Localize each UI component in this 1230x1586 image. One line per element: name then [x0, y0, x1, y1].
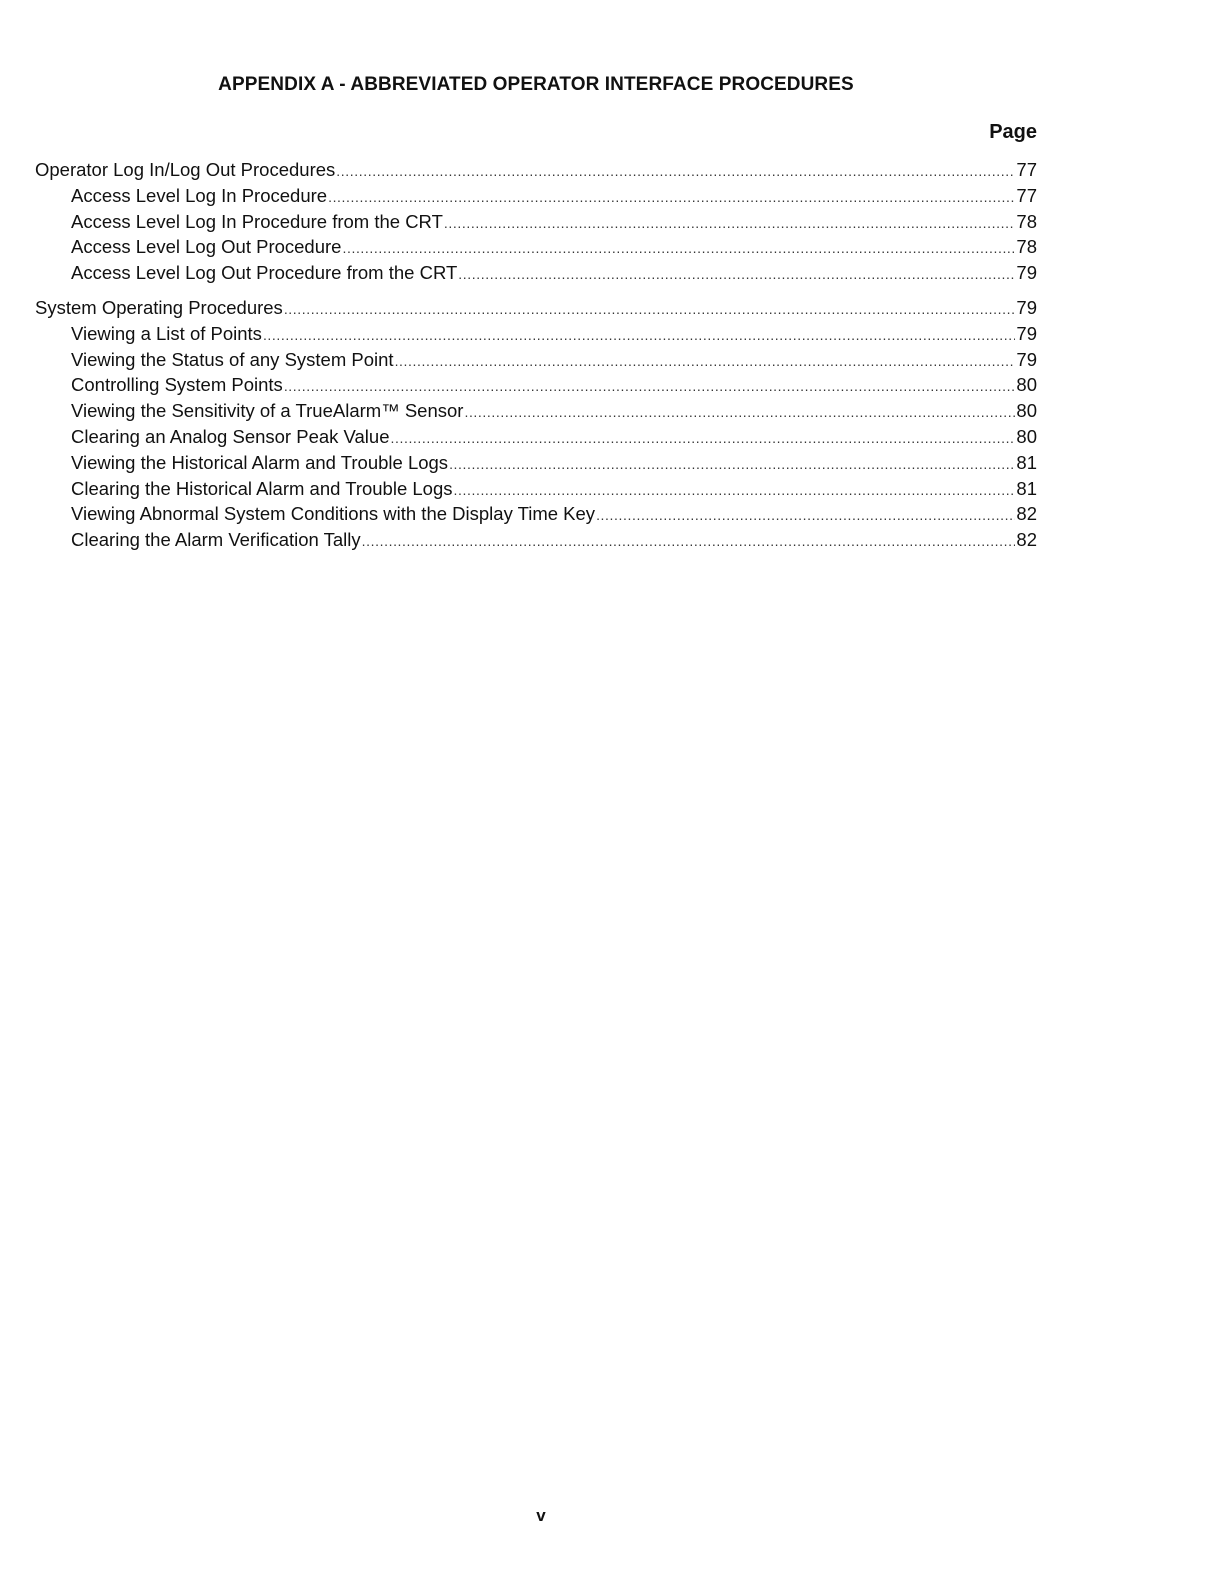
- toc-entry-title: Clearing an Analog Sensor Peak Value: [71, 425, 390, 447]
- dot-leader: [444, 212, 1016, 236]
- toc-entry-page: 77: [1016, 159, 1037, 180]
- dot-leader: [342, 237, 1015, 261]
- toc-entry-page: 79: [1016, 322, 1037, 344]
- dot-leader: [390, 427, 1015, 451]
- dot-leader: [395, 350, 1016, 374]
- toc-entry-title: Viewing the Sensitivity of a TrueAlarm™ Sensor: [71, 400, 464, 422]
- toc-entry-page: 78: [1016, 210, 1037, 232]
- dot-leader: [458, 263, 1015, 287]
- toc-entry-page: 82: [1016, 503, 1037, 525]
- page-number: v: [536, 1506, 546, 1525]
- toc-entry-page: 79: [1016, 262, 1037, 284]
- toc-entry-viewing-abnormal-conditions[interactable]: [35, 502, 1037, 528]
- toc-entry-page: 81: [1016, 477, 1037, 499]
- toc-entry-page: 78: [1016, 236, 1037, 258]
- dot-leader: [284, 298, 1016, 322]
- toc-entry-page: 80: [1016, 425, 1037, 447]
- toc-entry-viewing-status-system-point[interactable]: [35, 348, 1037, 374]
- dot-leader: [464, 401, 1015, 425]
- toc-entry-viewing-sensitivity-truealarm[interactable]: [35, 399, 1037, 425]
- page-column-header: Page: [989, 121, 1037, 143]
- toc-entry-title: System Operating Procedures: [35, 296, 283, 318]
- toc-entry-clearing-historical-logs[interactable]: [35, 477, 1037, 503]
- toc-section-system-operating: [35, 296, 1037, 554]
- toc-entry-operator-log-procedures[interactable]: [35, 158, 1037, 184]
- toc-entry-title: Viewing the Status of any System Point: [71, 348, 394, 370]
- toc-entry-clearing-alarm-verification[interactable]: [35, 528, 1037, 554]
- toc-entry-title: Controlling System Points: [71, 374, 283, 396]
- toc-entry-page: 79: [1016, 348, 1037, 370]
- dot-leader: [336, 160, 1015, 184]
- toc-entry-title: Viewing the Historical Alarm and Trouble Logs: [71, 451, 449, 473]
- toc-entry-system-operating-procedures[interactable]: [35, 296, 1037, 322]
- toc-entry-title: Clearing the Historical Alarm and Trouble Logs: [71, 477, 453, 499]
- toc-entry-access-log-out[interactable]: [35, 235, 1037, 261]
- dot-leader: [449, 453, 1015, 477]
- toc-entry-access-log-out-crt[interactable]: [35, 261, 1037, 287]
- page-title: APPENDIX A - ABBREVIATED OPERATOR INTERFACE PROCEDURES: [218, 74, 854, 95]
- table-of-contents: [35, 158, 1037, 563]
- toc-entry-page: 81: [1016, 451, 1037, 473]
- toc-entry-access-log-in[interactable]: [35, 184, 1037, 210]
- toc-entry-title: Viewing a List of Points: [71, 322, 262, 344]
- toc-entry-title: Clearing the Alarm Verification Tally: [71, 529, 361, 551]
- toc-section-operator-log: [35, 158, 1037, 287]
- toc-entry-access-log-in-crt[interactable]: [35, 210, 1037, 236]
- dot-leader: [328, 186, 1015, 210]
- dot-leader: [362, 530, 1016, 554]
- toc-entry-viewing-historical-logs[interactable]: [35, 451, 1037, 477]
- toc-entry-viewing-list-of-points[interactable]: [35, 322, 1037, 348]
- toc-entry-page: 79: [1016, 296, 1037, 318]
- toc-entry-title: Access Level Log Out Procedure from the CRT: [71, 262, 458, 284]
- toc-entry-clearing-analog-peak[interactable]: [35, 425, 1037, 451]
- dot-leader: [263, 324, 1015, 348]
- toc-entry-page: 80: [1016, 374, 1037, 396]
- toc-entry-title: Access Level Log Out Procedure: [71, 236, 342, 258]
- dot-leader: [284, 375, 1016, 399]
- dot-leader: [596, 504, 1015, 528]
- toc-entry-page: 77: [1016, 184, 1037, 206]
- toc-entry-title: Viewing Abnormal System Conditions with the Display Time Key: [71, 503, 596, 525]
- toc-entry-page: 82: [1016, 529, 1037, 551]
- toc-entry-page: 80: [1016, 400, 1037, 422]
- toc-entry-title: Access Level Log In Procedure from the CRT: [71, 210, 443, 232]
- toc-entry-title: Access Level Log In Procedure: [71, 184, 328, 206]
- dot-leader: [454, 479, 1016, 503]
- toc-entry-controlling-system-points[interactable]: [35, 373, 1037, 399]
- toc-entry-title: Operator Log In/Log Out Procedures: [35, 159, 336, 180]
